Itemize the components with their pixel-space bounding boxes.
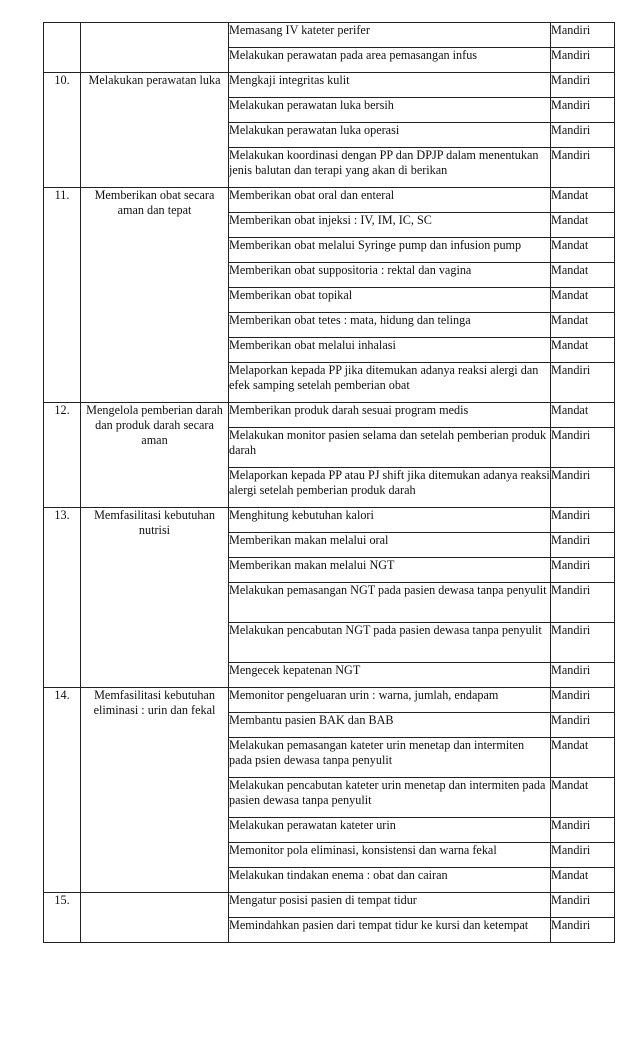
activity-text: Memasang IV kateter perifer: [229, 23, 551, 48]
authority-level: Mandiri: [551, 48, 615, 73]
authority-level: Mandiri: [551, 73, 615, 98]
activity-text: Melakukan perawatan luka bersih: [229, 98, 551, 123]
activity-text: Membantu pasien BAK dan BAB: [229, 713, 551, 738]
authority-level: Mandiri: [551, 918, 615, 943]
activity-text: Melakukan pemasangan NGT pada pasien dewasa tanpa penyulit: [229, 583, 551, 623]
competency-name: Memfasilitasi kebutuhan nutrisi: [81, 508, 229, 688]
authority-level: Mandat: [551, 188, 615, 213]
authority-level: Mandiri: [551, 428, 615, 468]
table-row: [44, 893, 615, 918]
competency-name: Memberikan obat secara aman dan tepat: [81, 188, 229, 403]
activity-text: Melakukan pemasangan kateter urin menetap dan intermiten pada psien dewasa tanpa penyulit: [229, 738, 551, 778]
activity-text: Menghitung kebutuhan kalori: [229, 508, 551, 533]
activity-text: Melakukan koordinasi dengan PP dan DPJP dalam menentukan jenis balutan dan terapi yang akan di berikan: [229, 148, 551, 188]
authority-level: Mandat: [551, 263, 615, 288]
activity-text: Melakukan pencabutan NGT pada pasien dewasa tanpa penyulit: [229, 623, 551, 663]
activity-text: Memindahkan pasien dari tempat tidur ke kursi dan ketempat: [229, 918, 551, 943]
authority-level: Mandiri: [551, 533, 615, 558]
activity-text: Melaporkan kepada PP jika ditemukan adanya reaksi alergi dan efek samping setelah pemberian obat: [229, 363, 551, 403]
authority-level: Mandiri: [551, 468, 615, 508]
authority-level: Mandat: [551, 213, 615, 238]
activity-text: Melakukan tindakan enema : obat dan cairan: [229, 868, 551, 893]
table-row: [44, 23, 615, 48]
competency-name: Melakukan perawatan luka: [81, 73, 229, 188]
row-number: [44, 23, 81, 73]
authority-level: Mandiri: [551, 508, 615, 533]
authority-level: Mandat: [551, 738, 615, 778]
table-row: [44, 188, 615, 213]
activity-text: Melakukan perawatan luka operasi: [229, 123, 551, 148]
row-number: 12.: [44, 403, 81, 508]
authority-level: Mandat: [551, 238, 615, 263]
authority-level: Mandiri: [551, 843, 615, 868]
authority-level: Mandat: [551, 403, 615, 428]
authority-level: Mandat: [551, 778, 615, 818]
authority-level: Mandiri: [551, 558, 615, 583]
authority-level: Mandiri: [551, 818, 615, 843]
authority-level: Mandiri: [551, 363, 615, 403]
row-number: 11.: [44, 188, 81, 403]
activity-text: Melakukan monitor pasien selama dan setelah pemberian produk darah: [229, 428, 551, 468]
row-number: 13.: [44, 508, 81, 688]
activity-text: Memberikan obat oral dan enteral: [229, 188, 551, 213]
authority-level: Mandiri: [551, 623, 615, 663]
activity-text: Memberikan produk darah sesuai program medis: [229, 403, 551, 428]
activity-text: Memonitor pengeluaran urin : warna, jumlah, endapam: [229, 688, 551, 713]
authority-level: Mandat: [551, 288, 615, 313]
activity-text: Memberikan obat topikal: [229, 288, 551, 313]
table-row: [44, 508, 615, 533]
activity-text: Memonitor pola eliminasi, konsistensi dan warna fekal: [229, 843, 551, 868]
authority-level: Mandat: [551, 313, 615, 338]
competency-name: [81, 893, 229, 943]
authority-level: Mandiri: [551, 688, 615, 713]
activity-text: Memberikan obat melalui inhalasi: [229, 338, 551, 363]
authority-level: Mandiri: [551, 148, 615, 188]
table-row: [44, 688, 615, 713]
activity-text: Memberikan makan melalui NGT: [229, 558, 551, 583]
activity-text: Melakukan pencabutan kateter urin menetap dan intermiten pada pasien dewasa tanpa penyulit: [229, 778, 551, 818]
authority-level: Mandiri: [551, 713, 615, 738]
competency-name: Mengelola pemberian darah dan produk darah secara aman: [81, 403, 229, 508]
row-number: 15.: [44, 893, 81, 943]
authority-level: Mandiri: [551, 23, 615, 48]
authority-level: Mandiri: [551, 123, 615, 148]
table-row: [44, 73, 615, 98]
authority-level: Mandat: [551, 868, 615, 893]
activity-text: Mengatur posisi pasien di tempat tidur: [229, 893, 551, 918]
row-number: 10.: [44, 73, 81, 188]
activity-text: Memberikan obat tetes : mata, hidung dan telinga: [229, 313, 551, 338]
activity-text: Mengecek kepatenan NGT: [229, 663, 551, 688]
authority-level: Mandiri: [551, 893, 615, 918]
authority-level: Mandiri: [551, 663, 615, 688]
authority-level: Mandat: [551, 338, 615, 363]
activity-text: Melaporkan kepada PP atau PJ shift jika ditemukan adanya reaksi alergi setelah pemberian produk darah: [229, 468, 551, 508]
competency-name: Memfasilitasi kebutuhan eliminasi : urin dan fekal: [81, 688, 229, 893]
activity-text: Memberikan obat suppositoria : rektal dan vagina: [229, 263, 551, 288]
competency-name: [81, 23, 229, 73]
activity-text: Mengkaji integritas kulit: [229, 73, 551, 98]
activity-text: Melakukan perawatan kateter urin: [229, 818, 551, 843]
authority-level: Mandiri: [551, 583, 615, 623]
activity-text: Memberikan makan melalui oral: [229, 533, 551, 558]
authority-level: Mandiri: [551, 98, 615, 123]
activity-text: Melakukan perawatan pada area pemasangan infus: [229, 48, 551, 73]
row-number: 14.: [44, 688, 81, 893]
activity-text: Memberikan obat melalui Syringe pump dan infusion pump: [229, 238, 551, 263]
competency-table: [43, 22, 615, 943]
activity-text: Memberikan obat injeksi : IV, IM, IC, SC: [229, 213, 551, 238]
table-row: [44, 403, 615, 428]
